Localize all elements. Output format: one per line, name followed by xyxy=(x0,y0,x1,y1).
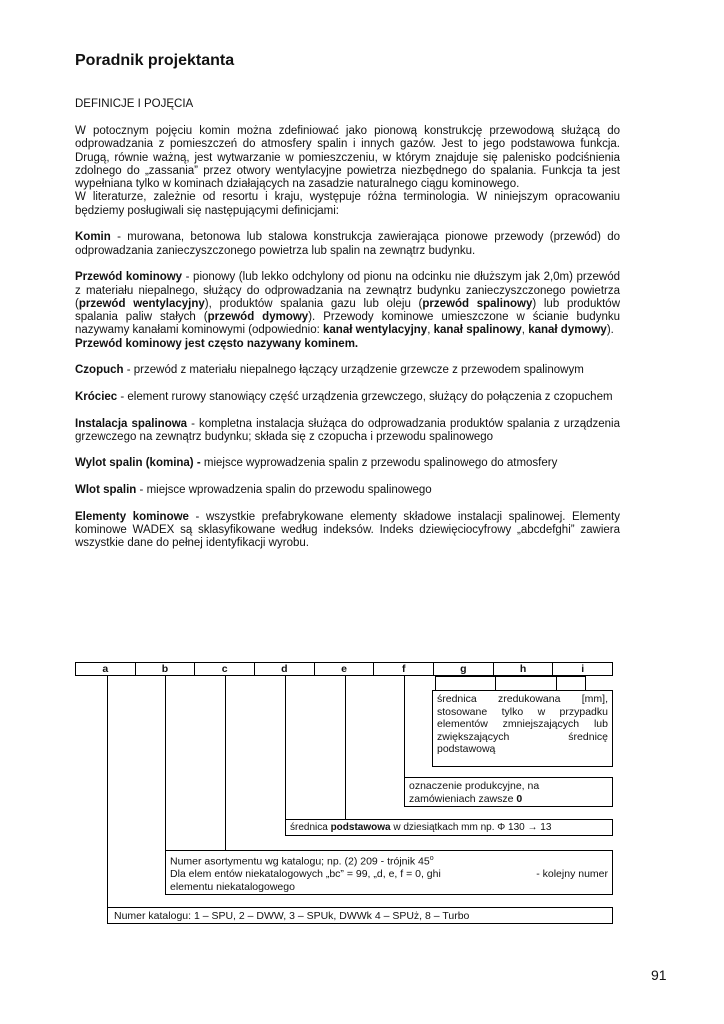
desc-czopuch: - przewód z materiału niepalnego łączący urządzenie grzewcze z przewodem spalinowym xyxy=(123,364,584,377)
index-letter-i: i xyxy=(581,663,585,675)
box-production-code-line1: oznaczenie produkcyjne, na xyxy=(409,780,540,792)
term-przewod-wentylacyjny: przewód wentylacyjny xyxy=(78,297,205,310)
document-body xyxy=(75,125,620,551)
index-letter-f: f xyxy=(374,663,434,675)
desc-komin: - murowana, betonowa lub stalowa konstrukcja zawierająca pionowe przewody (przewód) do odprowadzania zanieczyszczonego powietrza lub spalin na zewnątrz budynku. xyxy=(75,231,620,257)
desc-krociec: - element rurowy stanowiący część urządzenia grzewczego, służący do połączenia z czopuchem xyxy=(117,390,613,403)
term-komin: Komin xyxy=(75,231,111,244)
definition-czopuch xyxy=(75,364,620,377)
term-kanal-wentylacyjny: kanał wentylacyjny xyxy=(323,324,428,337)
intro-text: W potocznym pojęciu komin można zdefiniować jako pionową konstrukcję przewodową służącą do odprowadzania z pomieszczeń do atmosfery spalin i innych gazów. Jest to jego podstawowa funkcja. Drugą, równie ważną, jest wytwarzanie w pomieszczeniu, w którym znajduje się palenisko podciśnienia zdolnego do „zassania” przez otwory wentylacyjne powietrza niezbędnego do spalania. Funkcja ta jest wypełniana tylko w kominach działających na zasadzie naturalnego ciągu kominowego. xyxy=(75,125,620,191)
index-letter-b: b xyxy=(136,663,196,675)
connector-i xyxy=(556,676,557,690)
box-basic-diameter-pre: średnica xyxy=(290,822,331,833)
connector-g-end xyxy=(585,676,586,690)
box-production-code-value: 0 xyxy=(516,792,523,805)
connector-e xyxy=(345,676,346,819)
definition-komin xyxy=(75,231,620,258)
index-letter-g: g xyxy=(434,663,494,675)
definition-instalacja xyxy=(75,418,620,445)
term-przewod-dymowy: przewód dymowy xyxy=(207,311,309,324)
index-letter-table xyxy=(75,662,613,676)
box-reduced-diameter: średnica zredukowana [mm], stosowane tylko w przypadku elementów zmniejszających lub zwiększających średnicę podstawową xyxy=(432,690,613,767)
definition-wlot xyxy=(75,484,620,497)
desc-przewod-part: ), produktów spalania gazu lub oleju ( xyxy=(204,297,423,310)
connector-d xyxy=(285,676,286,819)
term-przewod: Przewód kominowy xyxy=(75,271,183,284)
term-kanal-spalinowy: kanał spalinowy xyxy=(433,324,522,337)
box-basic-diameter-bold: podstawowa xyxy=(330,822,391,833)
desc-przewod-part: ). Przewody kominowe umieszczone w ścianie budynku nazywamy kanałami kominowymi (odpowiednio: xyxy=(75,311,620,337)
term-elementy: Elementy kominowe xyxy=(75,510,189,523)
desc-przewod-part: - pionowy (lub lekko odchylony od pionu na odcinku nie dłuższym jak 2,0m) przewód z materiału niepalnego, służący do odprowadzania na zewnątrz budynku zanieczyszczonego powietrza ( xyxy=(75,271,620,310)
connector-g xyxy=(435,676,436,690)
index-letter-e: e xyxy=(315,663,375,675)
box-assortment-text2a: Dla elem entów niekatalogowych „bc” = 99, „d, e, f = 0, ghi xyxy=(170,868,441,880)
box-basic-diameter-post: w dziesiątkach mm np. Φ 130 → 13 xyxy=(390,822,552,833)
connector-h xyxy=(495,676,496,690)
box-assortment-number xyxy=(165,850,613,895)
separator: , xyxy=(427,324,434,337)
term-czopuch: Czopuch xyxy=(75,364,124,377)
box-assortment-line2 xyxy=(170,868,608,881)
definition-elementy xyxy=(75,511,620,551)
index-letter-d: d xyxy=(255,663,315,675)
box-production-code-text: zamówieniach zawsze xyxy=(409,792,517,805)
term-instalacja: Instalacja spalinowa xyxy=(75,417,188,430)
connector-bracket-ghi xyxy=(435,676,585,677)
term-kanal-dymowy: kanał dymowy xyxy=(528,324,607,337)
page-title: Poradnik projektanta xyxy=(75,52,235,69)
intro-text-2: W literaturze, zależnie od resortu i kraju, występuje różna terminologia. W niniejszym opracowaniu będziemy posługiwali się następującymi definicjami: xyxy=(75,191,620,217)
desc-elementy: - wszystkie prefabrykowane elementy składowe instalacji spalinowej. Elementy kominowe WADEX są sklasyfikowane według indeksów. Indeks dziewięciocyfrowy „abcdefghi” zawiera wszystkie dane do pełnej identyfikacji wyrobu. xyxy=(75,510,620,550)
definition-przewod-kominowy xyxy=(75,271,620,351)
degree-symbol: o xyxy=(429,855,434,862)
term-wylot: Wylot spalin (komina) - xyxy=(75,457,201,470)
przewod-note: Przewód kominowy jest często nazywany kominem. xyxy=(75,337,359,350)
desc-wlot: - miejsce wprowadzenia spalin do przewodu spalinowego xyxy=(136,484,432,497)
box-assortment-text2b: - kolejny numer xyxy=(536,868,608,880)
intro-paragraph xyxy=(75,125,620,218)
connector-b xyxy=(165,676,166,850)
separator: , xyxy=(521,324,529,337)
box-production-code-line2 xyxy=(409,793,608,806)
box-assortment-line1 xyxy=(170,853,608,868)
term-przewod-spalinowy: przewód spalinowy xyxy=(422,297,533,310)
page-number: 91 xyxy=(651,967,667,983)
index-letter-c: c xyxy=(195,663,255,675)
box-production-code xyxy=(404,777,613,807)
connector-c xyxy=(225,676,226,850)
box-assortment-text: Numer asortymentu wg katalogu; np. (2) 209 - trójnik 45 xyxy=(170,855,430,868)
desc-przewod-part: ). xyxy=(606,324,614,337)
desc-instalacja: - kompletna instalacja służąca do odprowadzania produktów spalania z urządzenia grzewczego na zewnątrz budynku; składa się z czopucha i przewodu spalinowego xyxy=(75,417,620,443)
index-letter-h: h xyxy=(494,663,554,675)
connector-f xyxy=(404,676,405,777)
connector-a xyxy=(107,676,108,907)
definition-wylot xyxy=(75,457,620,470)
definition-krociec xyxy=(75,391,620,404)
desc-wylot: miejsce wyprowadzenia spalin z przewodu spalinowego do atmosfery xyxy=(200,457,558,470)
desc-przewod-part: ) lub produktów spalania paliw stałych ( xyxy=(75,297,620,324)
section-heading: DEFINICJE I POJĘCIA xyxy=(75,98,194,110)
box-assortment-line3: elementu niekatalogowego xyxy=(170,880,295,893)
box-catalog-number: Numer katalogu: 1 – SPU, 2 – DWW, 3 – SPUk, DWWk 4 – SPUż, 8 – Turbo xyxy=(107,907,613,924)
box-basic-diameter xyxy=(285,819,613,836)
term-wlot: Wlot spalin xyxy=(75,484,137,497)
index-letter-a: a xyxy=(76,663,136,675)
term-krociec: Króciec xyxy=(75,390,118,403)
